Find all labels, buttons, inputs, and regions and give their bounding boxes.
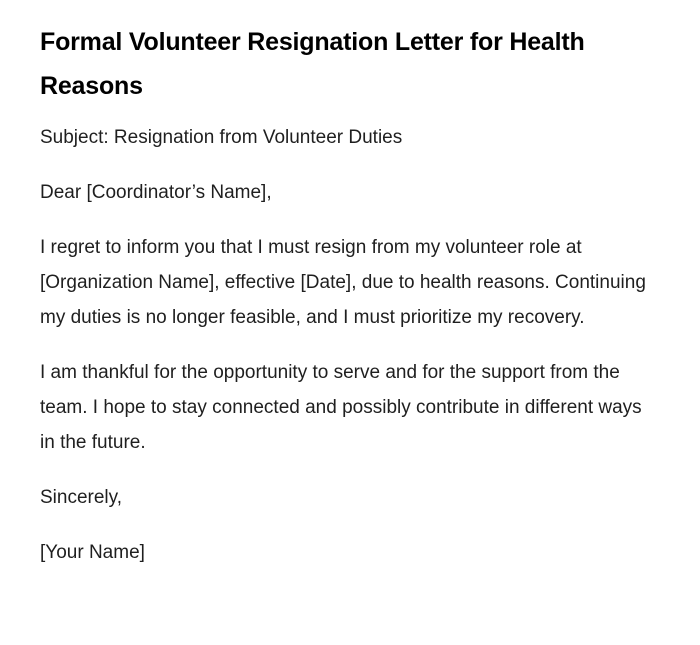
letter-paragraph-1: I regret to inform you that I must resign from my volunteer role at [Organization Name], effective [Date], due to health reasons. Continuing my duties is no longer feasible, and I must prioritize my recovery.: [40, 237, 646, 328]
letter-title: Formal Volunteer Resignation Letter for Health Reasons: [40, 28, 585, 100]
letter-subject: Subject: Resignation from Volunteer Duties: [40, 127, 403, 148]
letter-closing: Sincerely,: [40, 487, 123, 508]
letter-paragraph-2: I am thankful for the opportunity to serve and for the support from the team. I hope to stay connected and possibly contribute in different ways in the future.: [40, 362, 642, 453]
letter-signature: [Your Name]: [40, 542, 145, 563]
letter-salutation: Dear [Coordinator’s Name],: [40, 182, 272, 203]
